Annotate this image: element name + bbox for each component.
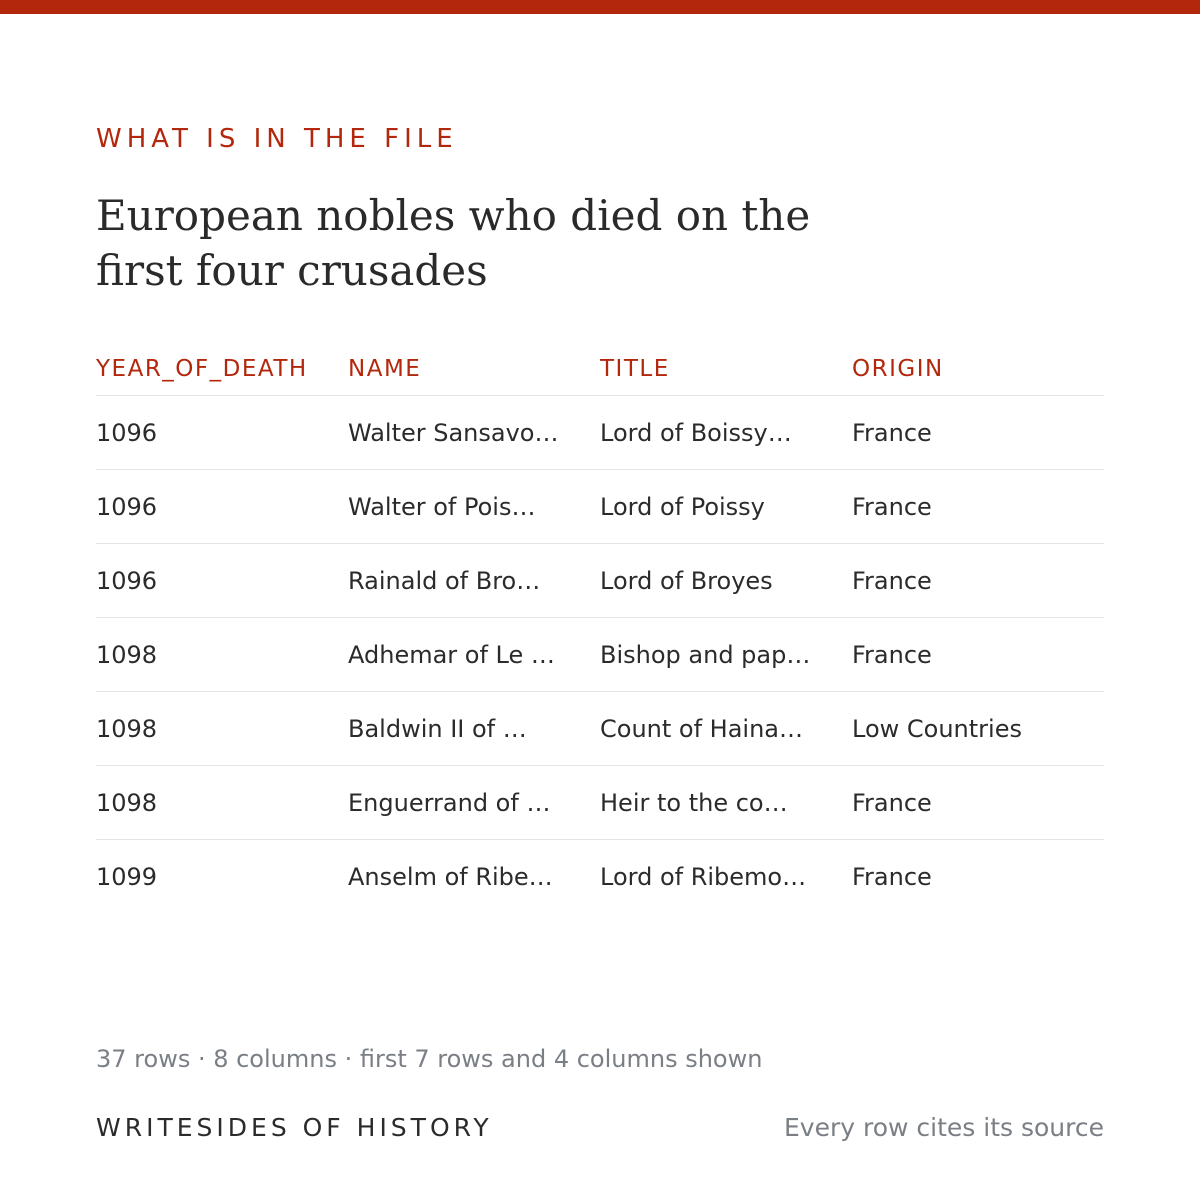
cell-name: Rainald of Bro… xyxy=(348,566,541,595)
cell-title: Lord of Boissy… xyxy=(600,418,792,447)
cell-name: Baldwin II of … xyxy=(348,714,527,743)
cell-name: Walter Sansavo… xyxy=(348,418,559,447)
cell-origin: France xyxy=(852,788,932,817)
data-preview-table xyxy=(96,348,1104,914)
table-row xyxy=(96,692,1104,766)
cell-year-of-death: 1098 xyxy=(96,714,158,743)
cell-year-of-death: 1096 xyxy=(96,492,158,521)
cell-origin: Low Countries xyxy=(852,714,1022,743)
cell-name: Adhemar of Le … xyxy=(348,640,555,669)
column-header-title: TITLE xyxy=(600,356,670,382)
column-header-year-of-death: YEAR_OF_DEATH xyxy=(96,356,308,382)
table-row xyxy=(96,470,1104,544)
cell-origin: France xyxy=(852,640,932,669)
top-accent-bar xyxy=(0,0,1200,14)
footer-note: Every row cites its source xyxy=(784,1113,1104,1142)
cell-title: Bishop and pap… xyxy=(600,640,811,669)
table-header-row xyxy=(96,348,1104,396)
column-header-name: NAME xyxy=(348,356,422,382)
section-eyebrow: WHAT IS IN THE FILE xyxy=(96,124,458,154)
cell-origin: France xyxy=(852,492,932,521)
page-title: European nobles who died on the first four crusades xyxy=(96,191,811,295)
table-row xyxy=(96,618,1104,692)
table-row xyxy=(96,840,1104,914)
cell-name: Anselm of Ribe… xyxy=(348,863,553,891)
table-row xyxy=(96,396,1104,470)
cell-title: Lord of Poissy xyxy=(600,492,765,521)
cell-year-of-death: 1098 xyxy=(96,788,158,817)
table-summary: 37 rows · 8 columns · first 7 rows and 4 columns shown xyxy=(96,1045,763,1073)
cell-title: Lord of Ribemo… xyxy=(600,863,807,891)
footer-brand: WRITESIDES OF HISTORY xyxy=(96,1113,493,1142)
cell-name: Walter of Pois… xyxy=(348,492,536,521)
column-header-origin: ORIGIN xyxy=(852,356,944,382)
cell-year-of-death: 1098 xyxy=(96,640,158,669)
table-row xyxy=(96,544,1104,618)
cell-title: Heir to the co… xyxy=(600,788,788,817)
cell-origin: France xyxy=(852,863,932,891)
cell-name: Enguerrand of … xyxy=(348,788,551,817)
cell-year-of-death: 1096 xyxy=(96,566,158,595)
cell-year-of-death: 1096 xyxy=(96,418,158,447)
table-row xyxy=(96,766,1104,840)
cell-origin: France xyxy=(852,418,932,447)
cell-title: Count of Haina… xyxy=(600,714,804,743)
cell-year-of-death: 1099 xyxy=(96,863,158,891)
cell-origin: France xyxy=(852,566,932,595)
cell-title: Lord of Broyes xyxy=(600,566,773,595)
